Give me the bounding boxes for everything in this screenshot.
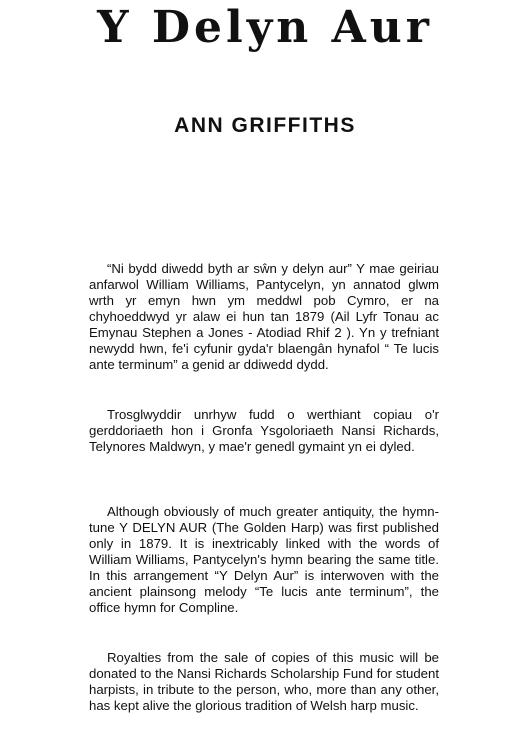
author-name: ANN GRIFFITHS [174,114,356,137]
page-title: Y Delyn Aur [97,2,433,53]
english-paragraph-2: Royalties from the sale of copies of this music will be donated to the Nansi Richards Scholarship Fund for student harpists, in tribute to the person, who, more than any other, has kept alive the glorious tradition of Welsh harp music. [89,650,439,713]
welsh-paragraph-1: “Ni bydd diwedd byth ar sŵn y delyn aur” Y mae geiriau anfarwol William Williams, Pantycelyn, yn annatod glwm wrth yr emyn hwn ym meddwl pob Cymro, er na chyhoeddwyd yr alaw ei hun tan 1879 (Ail Lyfr Tonau ac Emynau Stephen a Jones - Atodiad Rhif 2 ). Yn y trefniant newydd hwn, fe'i cyfunir gyda'r blaengân hynafol “ Te lucis ante terminum” a genid ar ddiwedd dydd. [89,261,439,372]
english-paragraph-1: Although obviously of much greater antiquity, the hymn-tune Y DELYN AUR (The Golden Harp) was first published only in 1879. It is inextricably linked with the words of William Williams, Pantycelyn's hymn bearing the same title. In this arrangement “Y Delyn Aur” is interwoven with the ancient plainsong melody “Te lucis ante terminum”, the office hymn for Compline. [89,504,439,615]
welsh-paragraph-2: Trosglwyddir unrhyw fudd o werthiant copiau o'r gerddoriaeth hon i Gronfa Ysgoloriaeth Nansi Richards, Telynores Maldwyn, y mae'r genedl gymaint yn ei dyled. [89,407,439,454]
